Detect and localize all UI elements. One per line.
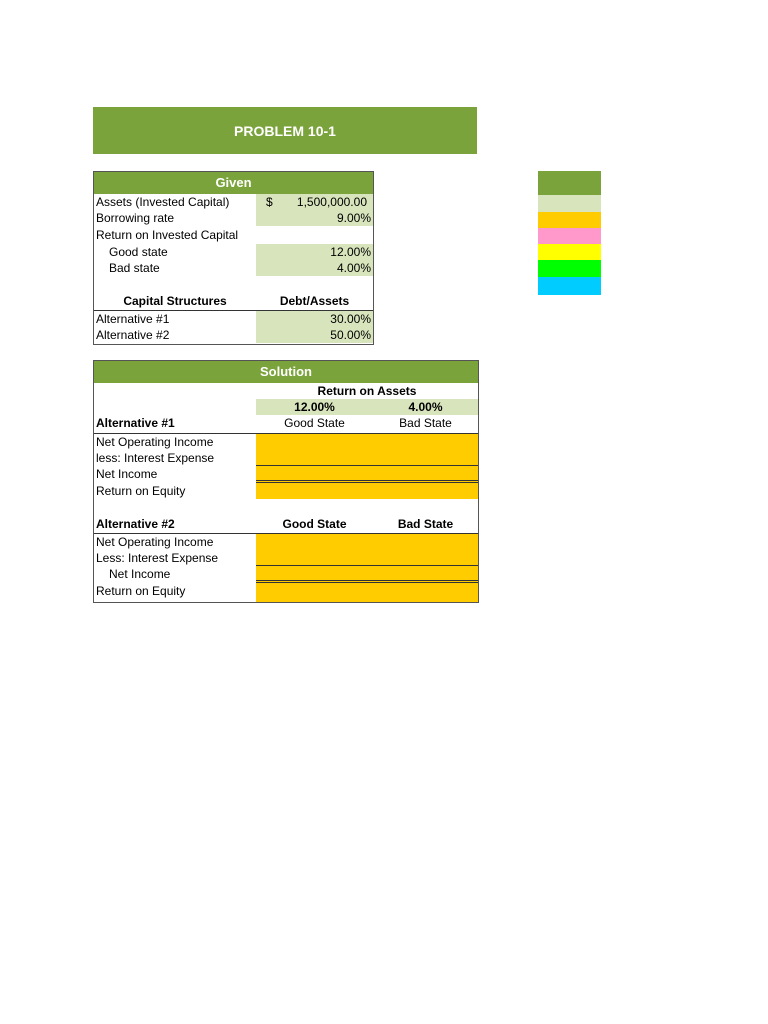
roa-header-row bbox=[94, 383, 478, 399]
assets-currency: $ bbox=[266, 195, 273, 209]
swatch-green bbox=[538, 171, 601, 195]
assets-row bbox=[94, 194, 373, 210]
alt1-net-income-label: Net Income bbox=[96, 467, 158, 481]
alt1-interest-row bbox=[94, 450, 478, 466]
borrowing-row bbox=[94, 210, 373, 226]
bad-state-row bbox=[94, 260, 373, 276]
alt2-noi-good[interactable] bbox=[256, 534, 373, 550]
alt2-bad-state-col: Bad State bbox=[397, 517, 454, 531]
problem-title: PROBLEM 10-1 bbox=[93, 107, 477, 154]
alt1-header-row bbox=[94, 415, 478, 431]
roa-label: Return on Assets bbox=[317, 384, 417, 398]
alt2-title: Alternative #2 bbox=[96, 517, 175, 531]
alt1-label: Alternative #1 bbox=[96, 312, 170, 326]
alt1-interest-good[interactable] bbox=[256, 450, 373, 466]
alt1-net-income-good[interactable] bbox=[256, 466, 373, 483]
good-state-label: Good state bbox=[109, 245, 168, 259]
alt1-title: Alternative #1 bbox=[96, 416, 175, 430]
borrowing-label: Borrowing rate bbox=[96, 211, 175, 225]
roa-rates-row bbox=[94, 399, 478, 415]
solution-table bbox=[93, 360, 479, 603]
alt2-interest-row bbox=[94, 550, 478, 566]
alt1-roe-row bbox=[94, 483, 478, 499]
given-table bbox=[93, 171, 374, 345]
swatch-yellow bbox=[538, 244, 601, 260]
alt2-interest-label: Less: Interest Expense bbox=[96, 551, 219, 565]
alt1-noi-row bbox=[94, 433, 478, 451]
alt2-roe-good[interactable] bbox=[256, 583, 373, 602]
alt2-interest-good[interactable] bbox=[256, 550, 373, 566]
capital-structures-label: Capital Structures bbox=[123, 294, 227, 308]
alt1-interest-label: less: Interest Expense bbox=[96, 451, 215, 465]
bad-state-col: Bad State bbox=[399, 416, 452, 430]
alt2-noi-row bbox=[94, 533, 478, 551]
alt1-net-income-bad[interactable] bbox=[373, 466, 478, 483]
alt2-roe-row bbox=[94, 583, 478, 599]
bad-state-value[interactable]: 4.00% bbox=[256, 260, 373, 276]
alt2-noi-label: Net Operating Income bbox=[96, 535, 214, 549]
good-state-row bbox=[94, 244, 373, 260]
alt2-net-income-label: Net Income bbox=[109, 567, 171, 581]
assets-value-cell[interactable] bbox=[256, 194, 373, 210]
swatch-light-green bbox=[538, 195, 601, 212]
alt1-row bbox=[94, 310, 373, 328]
alt2-interest-bad[interactable] bbox=[373, 550, 478, 566]
alt2-label: Alternative #2 bbox=[96, 328, 170, 342]
swatch-bright-green bbox=[538, 260, 601, 277]
capital-structures-header-row bbox=[94, 293, 373, 309]
given-header: Given bbox=[94, 172, 373, 194]
alt1-roe-bad[interactable] bbox=[373, 483, 478, 499]
alt2-net-income-bad[interactable] bbox=[373, 566, 478, 583]
bad-rate: 4.00% bbox=[373, 399, 478, 415]
debt-assets-label: Debt/Assets bbox=[279, 294, 350, 308]
swatch-amber bbox=[538, 212, 601, 228]
alt2-value[interactable]: 50.00% bbox=[256, 327, 373, 343]
alt1-interest-bad[interactable] bbox=[373, 450, 478, 466]
alt2-good-state-col: Good State bbox=[282, 517, 347, 531]
alt2-row bbox=[94, 327, 373, 343]
alt1-noi-good[interactable] bbox=[256, 434, 373, 450]
alt1-noi-label: Net Operating Income bbox=[96, 435, 214, 449]
swatch-pink bbox=[538, 228, 601, 244]
bad-state-label: Bad state bbox=[109, 261, 160, 275]
alt1-noi-bad[interactable] bbox=[373, 434, 478, 450]
alt2-net-income-row bbox=[94, 566, 478, 583]
borrowing-value[interactable]: 9.00% bbox=[256, 210, 373, 226]
roic-label: Return on Invested Capital bbox=[96, 228, 239, 242]
alt2-header-row bbox=[94, 516, 478, 532]
alt1-roe-label: Return on Equity bbox=[96, 484, 186, 498]
alt2-noi-bad[interactable] bbox=[373, 534, 478, 550]
good-rate: 12.00% bbox=[256, 399, 373, 415]
assets-label: Assets (Invested Capital) bbox=[96, 195, 230, 209]
alt1-net-income-row bbox=[94, 466, 478, 483]
good-state-col: Good State bbox=[284, 416, 345, 430]
alt1-value[interactable]: 30.00% bbox=[256, 311, 373, 327]
alt1-roe-good[interactable] bbox=[256, 483, 373, 499]
solution-header: Solution bbox=[94, 361, 478, 383]
assets-value: 1,500,000.00 bbox=[296, 195, 367, 209]
alt2-roe-bad[interactable] bbox=[373, 583, 478, 602]
alt2-net-income-good[interactable] bbox=[256, 566, 373, 583]
roic-row bbox=[94, 227, 373, 243]
swatch-cyan bbox=[538, 277, 601, 295]
alt2-roe-label: Return on Equity bbox=[96, 584, 186, 598]
good-state-value[interactable]: 12.00% bbox=[256, 244, 373, 260]
